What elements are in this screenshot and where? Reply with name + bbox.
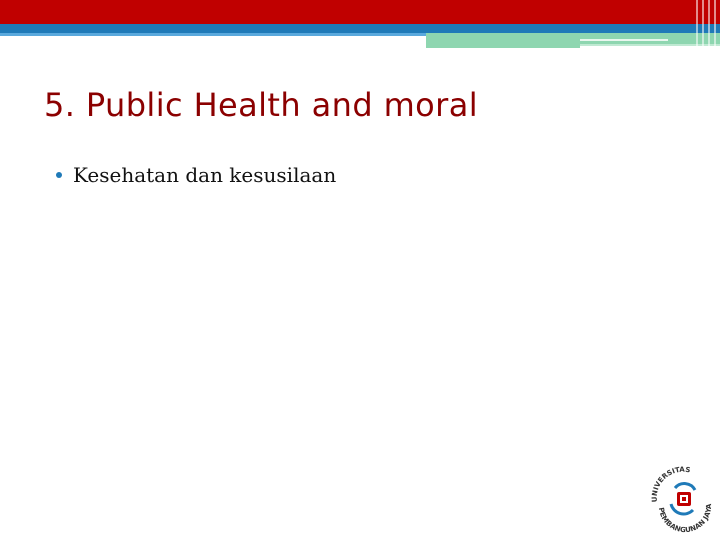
bullet-list [56, 163, 336, 187]
bullet-dot-icon [56, 172, 62, 178]
header-green-bar-short [426, 44, 580, 48]
header-stripes [694, 0, 720, 48]
logo-arc-top-text: UNIVERSITAS [650, 465, 691, 503]
university-logo [645, 460, 720, 540]
bullet-item [56, 163, 336, 187]
header-red-bar [0, 0, 720, 24]
logo-arc-bottom-text: PEMBANGUNAN JAYA [656, 503, 714, 535]
header-highlight-line [580, 39, 668, 41]
bullet-text: Kesehatan dan kesusilaan [73, 163, 337, 187]
header-blue-bar [0, 24, 720, 33]
slide-title: 5. Public Health and moral [44, 86, 479, 124]
logo-emblem-icon [671, 484, 695, 514]
header-lightblue-bar [0, 33, 430, 36]
